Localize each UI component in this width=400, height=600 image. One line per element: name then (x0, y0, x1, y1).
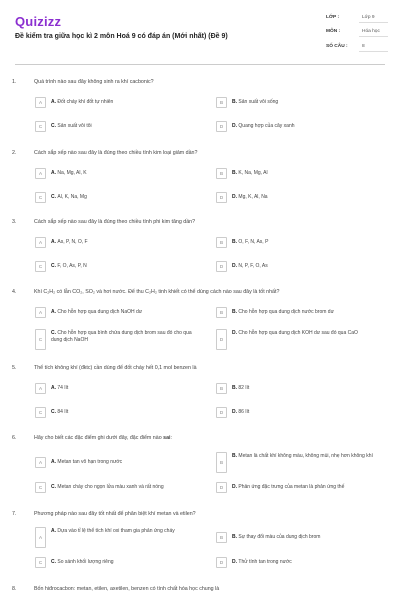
question-number: 6. (12, 435, 17, 441)
option-d[interactable]: D D. N, P, F, O, As (216, 261, 384, 273)
option-letter-box: D (216, 482, 227, 493)
option-letter-box: B (216, 307, 227, 318)
option-letter-box: A (35, 527, 46, 548)
option-b[interactable]: B B. 82 lít (216, 383, 384, 395)
option-text: N, P, F, O, As (238, 263, 268, 269)
meta-grade-label: LỚP : (326, 15, 340, 20)
option-a[interactable]: A A. As, P, N, O, F (35, 237, 203, 249)
option-text: O, F, N, As, P (238, 239, 269, 245)
option-d[interactable]: D D. Thử tính tan trong nước (216, 557, 384, 569)
option-letter-box: C (35, 482, 46, 493)
option-text: Thử tính tan trong nước (238, 559, 292, 565)
option-d[interactable]: D D. Quang hợp của cây xanh (216, 121, 384, 133)
option-text: 74 lít (57, 385, 69, 391)
question-text: Cách sắp xếp nào sau đây là đúng theo chiều tính kim loại giảm dần? (34, 150, 198, 156)
option-letter-box: C (35, 557, 46, 568)
option-text: Sản xuất vôi sống (238, 99, 279, 105)
question-number: 8. (12, 586, 17, 592)
option-text: F, O, As, P, N (57, 263, 87, 269)
question-text: Quá trình nào sau đây không sinh ra khí cacbonic? (34, 79, 154, 85)
option-a[interactable]: A A. Đốt cháy khí đốt tự nhiên (35, 97, 203, 109)
option-text: Dựa vào tỉ lệ thể tích khí oxi tham gia phản ứng cháy (57, 528, 175, 534)
option-text: 82 lít (238, 385, 250, 391)
option-c[interactable]: C C. Metan cháy cho ngọn lửa màu xanh và rất nóng (35, 482, 203, 494)
option-text: Mg, K, Al, Na (238, 194, 268, 200)
question-text: Thể tích không khí (đktc) cần dùng để đốt cháy hết 0,1 mol benzen là (34, 365, 197, 371)
option-b[interactable]: B B. Sản xuất vôi sống (216, 97, 384, 109)
option-text: Sự thay đổi màu của dung dịch brom (238, 534, 321, 540)
option-letter-box: C (35, 329, 46, 350)
option-b[interactable]: B B. Cho hỗn hợp qua dung dịch nước brom dư (216, 307, 384, 319)
option-letter-box: D (216, 329, 227, 350)
header-divider (15, 64, 385, 65)
meta-grade-value: Lớp 9 (362, 15, 375, 20)
option-letter-box: B (216, 237, 227, 248)
option-text: Quang hợp của cây xanh (238, 123, 295, 129)
question-text: Cách sắp xếp nào sau đây là đúng theo chiều tính phi kim tăng dần? (34, 219, 196, 225)
option-b[interactable]: B B. Sự thay đổi màu của dung dịch brom (216, 532, 384, 544)
option-text: Cho hỗn hợp qua bình chứa dung dịch brom sau đó cho qua dung dịch NaOH (51, 330, 192, 343)
option-letter-box: C (35, 192, 46, 203)
option-a[interactable]: A A. Metan tan vô hạn trong nước (35, 457, 203, 469)
option-d[interactable]: D D. Cho hỗn hợp qua dung dịch KOH dư sau đó qua CaO (216, 329, 384, 351)
question-number: 5. (12, 365, 17, 371)
option-letter-box: A (35, 237, 46, 248)
option-letter-box: C (35, 261, 46, 272)
option-letter-box: C (35, 121, 46, 132)
option-letter-box: B (216, 168, 227, 179)
option-letter-box: B (216, 97, 227, 108)
meta-subject-value: Hóa học (362, 29, 380, 34)
option-a[interactable]: A A. Dựa vào tỉ lệ thể tích khí oxi tham gia phản ứng cháy (35, 527, 203, 549)
option-letter-box: A (35, 168, 46, 179)
question-text: Hãy cho biết các đặc điểm ghi dưới đây, đặc điểm nào sai: (34, 435, 172, 441)
question-number: 4. (12, 289, 17, 295)
option-letter-box: A (35, 383, 46, 394)
option-text: 84 lít (57, 409, 69, 415)
option-text: Al, K, Na, Mg (57, 194, 87, 200)
option-d[interactable]: D D. Phản ứng đặc trưng của metan là phản ứng thế (216, 482, 384, 494)
question-text: Khí C₂H₂ có lẫn CO₂, SO₂ và hơi nước. Để thu C₂H₂ tinh khiết có thể dùng cách nào sau đây là tốt nhất? (34, 289, 280, 295)
option-text: Đốt cháy khí đốt tự nhiên (57, 99, 114, 105)
option-a[interactable]: A A. Cho hỗn hợp qua dung dịch NaOH dư (35, 307, 203, 319)
option-letter-box: D (216, 261, 227, 272)
option-letter-box: D (216, 121, 227, 132)
option-letter-box: A (35, 457, 46, 468)
option-text: 86 lít (238, 409, 250, 415)
option-text: Cho hỗn hợp qua dung dịch KOH dư sau đó qua CaO (238, 330, 358, 336)
option-c[interactable]: C C. 84 lít (35, 407, 203, 419)
option-c[interactable]: C C. So sánh khối lượng riêng (35, 557, 203, 569)
option-letter-box: A (35, 97, 46, 108)
option-b[interactable]: B B. Metan là chất khí không màu, không mùi, nhẹ hơn không khí (216, 452, 384, 474)
option-text: Metan cháy cho ngọn lửa màu xanh và rất nóng (57, 484, 164, 490)
option-a[interactable]: A A. 74 lít (35, 383, 203, 395)
option-letter-box: D (216, 192, 227, 203)
option-text: Metan tan vô hạn trong nước (57, 459, 123, 465)
question-text: Bốn hiđrocacbon: metan, etilen, axetilen, benzen có tính chất hóa học chung là (34, 586, 220, 592)
option-a[interactable]: A A. Na, Mg, Al, K (35, 168, 203, 180)
question-number: 7. (12, 511, 17, 517)
question-number: 3. (12, 219, 17, 225)
option-letter-box: B (216, 452, 227, 473)
option-b[interactable]: B B. O, F, N, As, P (216, 237, 384, 249)
option-text: So sánh khối lượng riêng (57, 559, 114, 565)
worksheet-header (0, 0, 400, 62)
option-text: K, Na, Mg, Al (238, 170, 268, 176)
option-text: Na, Mg, Al, K (57, 170, 87, 176)
meta-count-value: 8 (362, 44, 365, 49)
quizizz-logo: Quizizz (15, 14, 62, 29)
option-text: Cho hỗn hợp qua dung dịch nước brom dư (238, 309, 334, 315)
option-letter-box: B (216, 383, 227, 394)
question-text: Phương pháp nào sau đây tốt nhất để phân biệt khí metan và etilen? (34, 511, 196, 517)
meta-subject-label: MÔN : (326, 29, 341, 34)
option-text: Sản xuất vôi tôi (57, 123, 92, 129)
option-letter-box: D (216, 557, 227, 568)
option-c[interactable]: C C. Sản xuất vôi tôi (35, 121, 203, 133)
option-b[interactable]: B B. K, Na, Mg, Al (216, 168, 384, 180)
question-number: 1. (12, 79, 17, 85)
option-c[interactable]: C C. Cho hỗn hợp qua bình chứa dung dịch brom sau đó cho qua dung dịch NaOH (35, 329, 203, 351)
option-letter-box: C (35, 407, 46, 418)
option-letter-box: B (216, 532, 227, 543)
meta-count-label: SỐ CÂU : (326, 44, 348, 49)
option-d[interactable]: D D. 86 lít (216, 407, 384, 419)
option-c[interactable]: C C. F, O, As, P, N (35, 261, 203, 273)
option-text: Metan là chất khí không màu, không mùi, nhẹ hơn không khí (238, 453, 373, 459)
option-letter-box: A (35, 307, 46, 318)
option-c[interactable]: C C. Al, K, Na, Mg (35, 192, 203, 204)
option-text: As, P, N, O, F (57, 239, 88, 245)
option-d[interactable]: D D. Mg, K, Al, Na (216, 192, 384, 204)
page-title: Đề kiểm tra giữa học kì 2 môn Hoá 9 có đáp án (Mới nhất) (Đề 9) (15, 33, 228, 40)
option-letter-box: D (216, 407, 227, 418)
option-text: Cho hỗn hợp qua dung dịch NaOH dư (57, 309, 143, 315)
question-number: 2. (12, 150, 17, 156)
option-text: Phản ứng đặc trưng của metan là phản ứng thế (238, 484, 345, 490)
